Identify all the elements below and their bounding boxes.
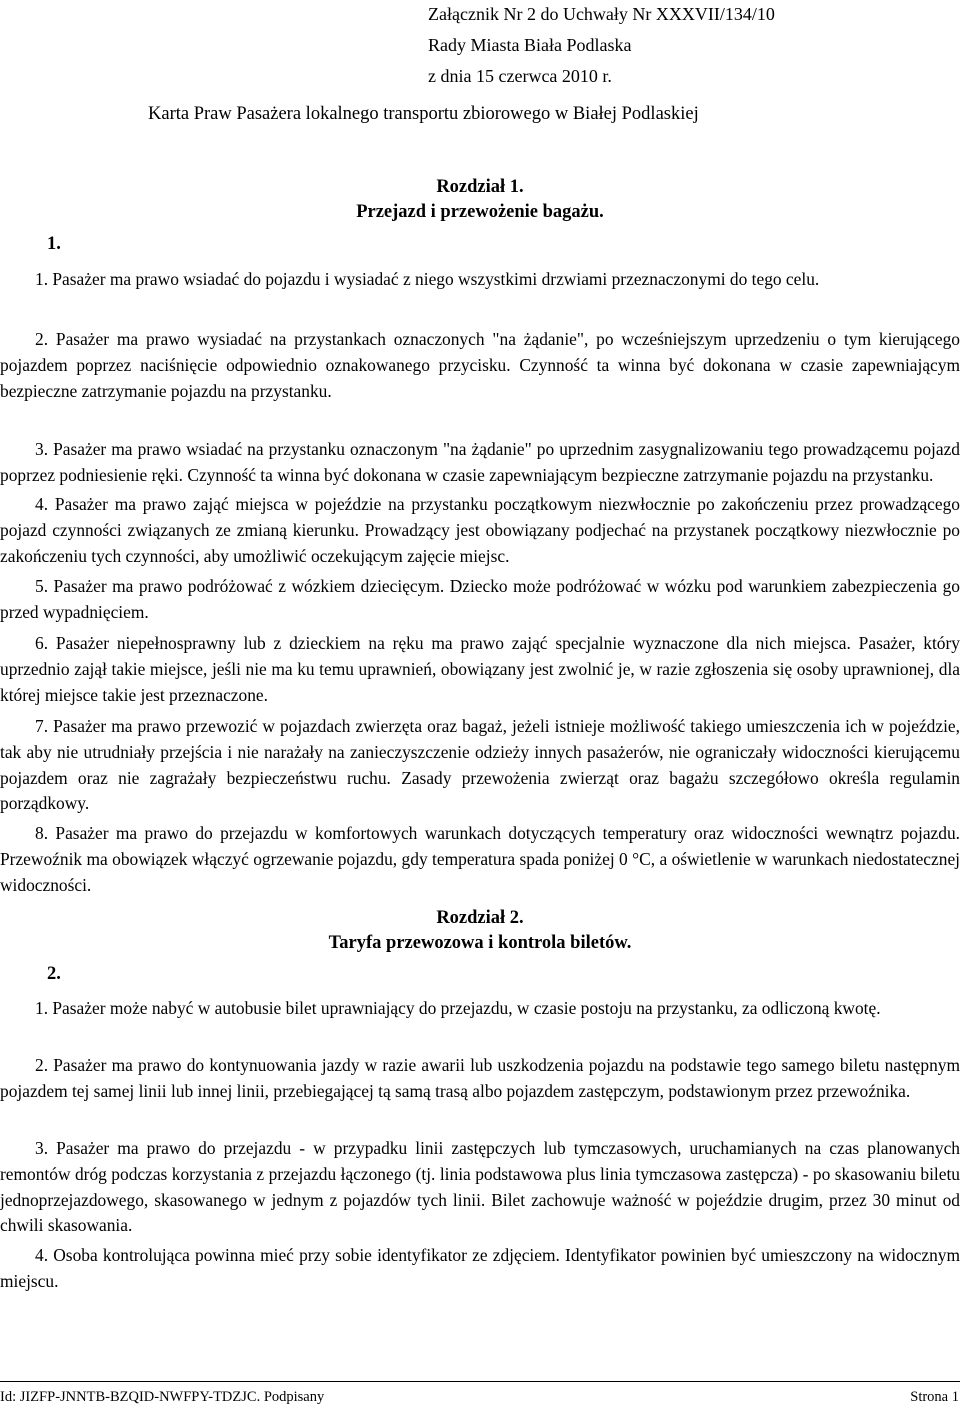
ch1-paragraph-7: 7. Pasażer ma prawo przewozić w pojazdach zwierzęta oraz bagaż, jeżeli istnieje możliwość takiego umieszczenia ich w pojeździe, tak aby nie utrudniały przejścia i nie narażały na zanieczyszczenie odzieży innych pasażerów, nie ograniczały widoczności kierującemu pojazdem oraz nie zagrażały bezpieczeństwu ruchu. Zasady przewożenia zwierząt oraz bagażu szczegółowo określa regulamin porządkowy. [0, 716, 960, 814]
chapter1-subheading: Przejazd i przewożenie bagażu. [356, 202, 604, 222]
chapter1-heading: Rozdział 1. [436, 177, 524, 197]
ch1-paragraph-6: 6. Pasażer niepełnosprawny lub z dzieckiem na ręku ma prawo zająć specjalnie wyznaczone dla nich miejsca. Pasażer, który uprzednio zajął takie miejsce, jeśli nie ma ku temu uprawnień, obowiązany jest zwolnić je, w razie zgłoszenia się osoby uprawnionej, dla której miejsce takie jest przeznaczone. [0, 633, 960, 705]
footer-page-number: Strona 1 [910, 1389, 959, 1405]
ch1-paragraph-5: 5. Pasażer ma prawo podróżować z wózkiem dziecięcym. Dziecko może podróżować w wózku pod warunkiem zabezpieczenia go przed wypadnięciem. [0, 576, 960, 622]
chapter2-heading: Rozdział 2. [436, 908, 524, 928]
chapter2-subheading: Taryfa przewozowa i kontrola biletów. [328, 933, 632, 953]
header-date-line: z dnia 15 czerwca 2010 r. [428, 66, 612, 86]
footer-document-id: Id: JIZFP-JNNTB-BZQID-NWFPY-TDZJC. Podpisany [0, 1389, 325, 1405]
ch1-paragraph-2: 2. Pasażer ma prawo wysiadać na przystankach oznaczonych "na żądanie", po wcześniejszym uprzedzeniu o tym kierującego pojazdem poprzez naciśnięcie odpowiednio oznakowanego przycisku. Czynność ta winna być dokonana w czasie zapewniającym bezpieczne zatrzymanie pojazdu na przystanku. [0, 329, 960, 401]
ch2-paragraph-4: 4. Osoba kontrolująca powinna mieć przy sobie identyfikator ze zdjęciem. Identyfikator powinien być umieszczony na widocznym miejscu. [0, 1245, 960, 1291]
chapter1-number: 1. [47, 234, 61, 254]
document-title: Karta Praw Pasażera lokalnego transportu zbiorowego w Białej Podlaskiej [148, 104, 699, 124]
ch1-paragraph-8: 8. Pasażer ma prawo do przejazdu w komfortowych warunkach dotyczących temperatury oraz widoczności wewnątrz pojazdu. Przewoźnik ma obowiązek włączyć ogrzewanie pojazdu, gdy temperatura spada poniżej 0 °C, a oświetlenie w warunkach niedostatecznej widoczności. [0, 823, 960, 895]
header-annex-line: Załącznik Nr 2 do Uchwały Nr XXXVII/134/10 [428, 4, 775, 24]
ch1-paragraph-1: 1. Pasażer ma prawo wsiadać do pojazdu i wysiadać z niego wszystkimi drzwiami przeznaczonymi do tego celu. [35, 269, 820, 289]
ch2-paragraph-1: 1. Pasażer może nabyć w autobusie bilet uprawniający do przejazdu, w czasie postoju na przystanku, za odliczoną kwotę. [35, 998, 881, 1018]
header-council-line: Rady Miasta Biała Podlaska [428, 35, 632, 55]
chapter2-number: 2. [47, 964, 61, 984]
ch1-paragraph-4: 4. Pasażer ma prawo zająć miejsca w pojeździe na przystanku początkowym niezwłocznie po zakończeniu przez prowadzącego pojazd czynności związanych ze zmianą kierunku. Prowadzący jest obowiązany podjechać na przystanek początkowy niezwłocznie po zakończeniu tych czynności, aby umożliwić oczekującym zajęcie miejsc. [0, 494, 960, 566]
ch1-paragraph-3: 3. Pasażer ma prawo wsiadać na przystanku oznaczonym "na żądanie" po uprzednim zasygnalizowaniu tego prowadzącemu pojazd poprzez podniesienie ręki. Czynność ta winna być dokonana w czasie zapewniającym bezpieczne zatrzymanie pojazdu na przystanku. [0, 439, 960, 485]
ch2-paragraph-3: 3. Pasażer ma prawo do przejazdu - w przypadku linii zastępczych lub tymczasowych, uruchamianych na czas planowanych remontów dróg podczas korzystania z przejazdu łączonego (tj. linia podstawowa plus linia tymczasowa zastępcza) - po skasowaniu biletu jednoprzejazdowego, skasowanego w jednym z pojazdów tych linii. Bilet zachowuje ważność w pojeździe drugim, przez 30 minut od chwili skasowania. [0, 1138, 960, 1236]
ch2-paragraph-2: 2. Pasażer ma prawo do kontynuowania jazdy w razie awarii lub uszkodzenia pojazdu na podstawie tego samego biletu następnym pojazdem tej samej linii lub innej linii, przebiegającej tą samą trasą albo pojazdem zastępczym, podstawionym przez przewoźnika. [0, 1055, 960, 1101]
footer-divider [0, 1381, 960, 1382]
